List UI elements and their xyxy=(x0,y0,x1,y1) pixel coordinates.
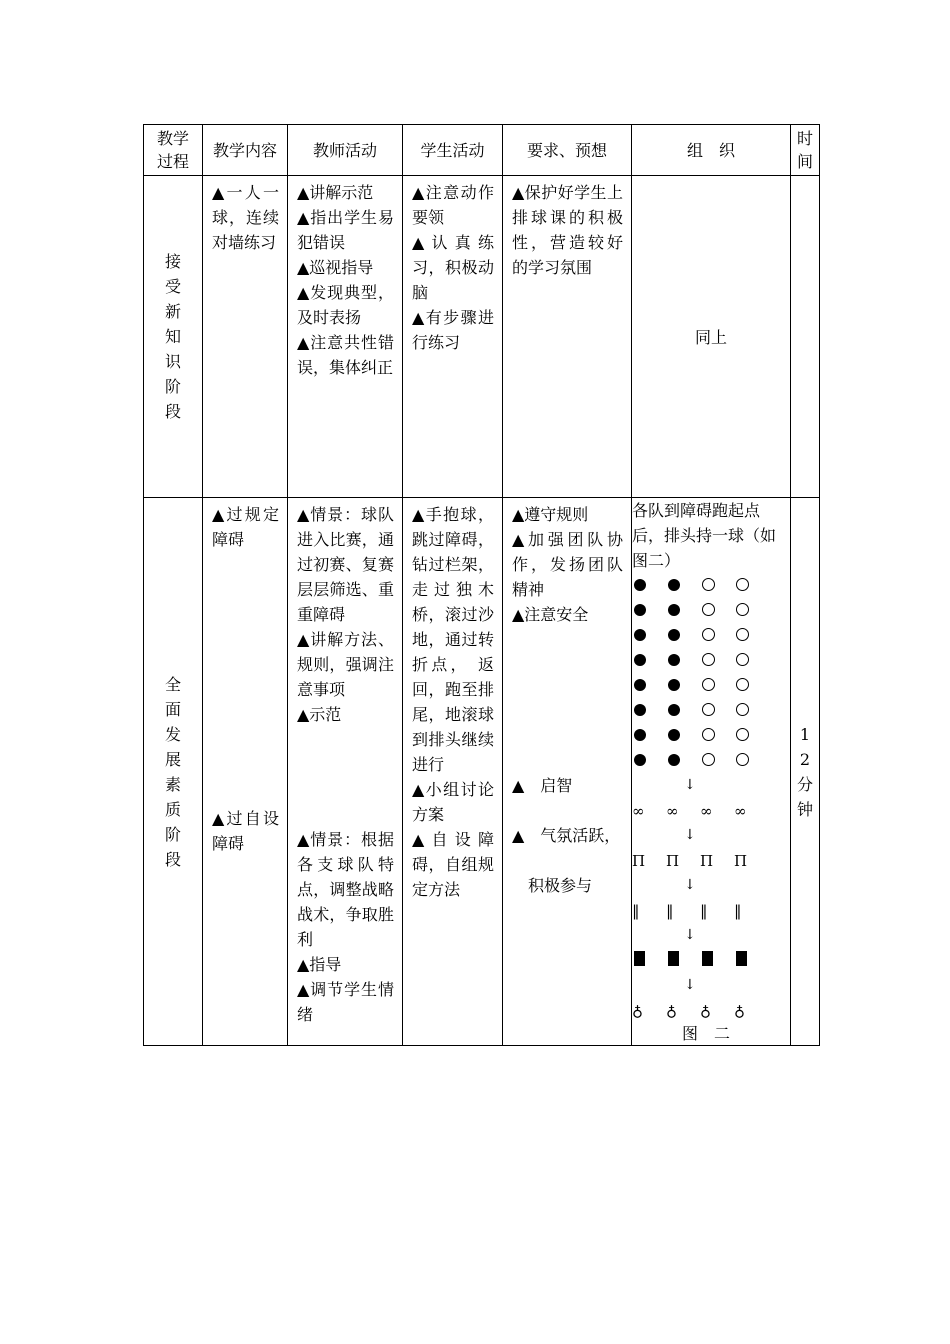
hollow-circle-icon xyxy=(736,578,749,591)
header-time: 时 间 xyxy=(791,125,820,176)
turning-point-icon: ♁ xyxy=(734,1001,745,1020)
hurdle-icon: Π xyxy=(700,851,714,870)
turning-point-icon: ♁ xyxy=(666,1001,677,1020)
header-student: 学生活动 xyxy=(403,125,503,176)
down-arrow-icon: ↓ xyxy=(684,977,696,993)
hollow-circle-icon xyxy=(702,603,715,616)
hollow-circle-icon xyxy=(736,603,749,616)
requirement-b-line2: ▲ 气氛活跃， xyxy=(512,826,621,845)
filled-circle-icon xyxy=(668,679,680,691)
formation-row xyxy=(632,748,790,773)
hollow-circle-icon xyxy=(736,653,749,666)
obstacle-row-sand xyxy=(632,948,790,973)
filled-circle-icon xyxy=(668,654,680,666)
formation-row xyxy=(632,648,790,673)
teacher-activity-cell: ▲讲解示范 ▲指出学生易犯错误 ▲巡视指导 ▲发现典型，及时表扬 ▲注意共性错误，集体纠正 xyxy=(297,183,394,377)
filled-circle-icon xyxy=(634,729,646,741)
requirement-b-line1: ▲ 启智 xyxy=(512,776,573,795)
requirement-a: ▲遵守规则 ▲加强团队协作，发扬团队精神 ▲注意安全 xyxy=(512,505,623,624)
filled-circle-icon xyxy=(634,654,646,666)
formation-row xyxy=(632,598,790,623)
time-cell: 1 2 分 钟 xyxy=(791,498,820,1046)
obstacle-row-beam xyxy=(632,898,790,923)
infinity-icon: ∞ xyxy=(700,801,713,820)
hollow-circle-icon xyxy=(736,728,749,741)
header-organization: 组 织 xyxy=(632,125,791,176)
header-requirement: 要求、预想 xyxy=(503,125,632,176)
turning-point-icon: ♁ xyxy=(700,1001,711,1020)
sand-pit-icon xyxy=(634,951,645,966)
turning-point-row xyxy=(632,998,790,1023)
lesson-plan-table xyxy=(143,124,820,1046)
hollow-circle-icon xyxy=(702,678,715,691)
hollow-circle-icon xyxy=(736,703,749,716)
hurdle-icon: Π xyxy=(632,851,646,870)
filled-circle-icon xyxy=(634,754,646,766)
hollow-circle-icon xyxy=(736,678,749,691)
filled-circle-icon xyxy=(668,579,680,591)
filled-circle-icon xyxy=(634,704,646,716)
requirement-cell: ▲保护好学生上排球课的积极性，营造较好的学习氛围 xyxy=(512,183,623,277)
formation-row xyxy=(632,673,790,698)
content-cell-b: ▲过自设障碍 xyxy=(212,809,279,853)
hollow-circle-icon xyxy=(702,728,715,741)
filled-circle-icon xyxy=(668,704,680,716)
balance-beam-icon: ‖ xyxy=(700,901,708,920)
hollow-circle-icon xyxy=(702,578,715,591)
header-content: 教学内容 xyxy=(203,125,288,176)
teacher-activity-b: ▲情景：根据各支球队特点，调整战略战术，争取胜利 ▲指导 ▲调节学生情绪 xyxy=(297,830,394,1024)
formation-row xyxy=(632,698,790,723)
hollow-circle-icon xyxy=(702,753,715,766)
down-arrow-icon: ↓ xyxy=(684,927,696,943)
hollow-circle-icon xyxy=(702,703,715,716)
filled-circle-icon xyxy=(668,754,680,766)
filled-circle-icon xyxy=(634,579,646,591)
formation-row xyxy=(632,723,790,748)
hollow-circle-icon xyxy=(702,628,715,641)
student-activity-cell: ▲手抱球，跳过障碍，钻过栏架，走过独木桥，滚过沙地，通过转折点， 返回，跑至排尾，地滚球到排头继续进行 ▲小组讨论方案 ▲自设障碍，自组规定方法 xyxy=(412,505,494,899)
filled-circle-icon xyxy=(668,604,680,616)
balance-beam-icon: ‖ xyxy=(734,901,742,920)
hollow-circle-icon xyxy=(736,628,749,641)
organization-text: 各队到障碍跑起点后，排头持一球（如图二） xyxy=(632,501,777,570)
row-development xyxy=(144,498,820,1046)
balance-beam-icon: ‖ xyxy=(666,901,674,920)
filled-circle-icon xyxy=(668,629,680,641)
formation-diagram xyxy=(632,573,790,1045)
infinity-icon: ∞ xyxy=(666,801,679,820)
teacher-activity-a: ▲情景：球队进入比赛，通过初赛、复赛层层筛选、重重障碍 ▲讲解方法、规则，强调注意事项 ▲示范 xyxy=(297,505,394,724)
sand-pit-icon xyxy=(736,951,747,966)
row-new-knowledge xyxy=(144,176,820,498)
filled-circle-icon xyxy=(634,629,646,641)
hurdle-icon: Π xyxy=(734,851,748,870)
down-arrow-icon: ↓ xyxy=(684,777,696,793)
organization-cell xyxy=(632,498,791,1046)
sand-pit-icon xyxy=(668,951,679,966)
down-arrow-icon: ↓ xyxy=(684,877,696,893)
obstacle-row-hurdle xyxy=(632,848,790,873)
figure-caption: 图 二 xyxy=(681,1024,730,1043)
header-process: 教学 过程 xyxy=(144,125,203,176)
hollow-circle-icon xyxy=(702,653,715,666)
infinity-icon: ∞ xyxy=(734,801,747,820)
organization-same-cell: 同上 xyxy=(632,176,791,498)
filled-circle-icon xyxy=(668,729,680,741)
header-row xyxy=(144,125,820,176)
obstacle-row-infinity xyxy=(632,798,790,823)
stage-new-knowledge: 接 受 新 知 识 阶 段 xyxy=(144,176,203,498)
sand-pit-icon xyxy=(702,951,713,966)
infinity-icon: ∞ xyxy=(632,801,645,820)
filled-circle-icon xyxy=(634,604,646,616)
formation-row xyxy=(632,623,790,648)
balance-beam-icon: ‖ xyxy=(632,901,640,920)
header-teacher: 教师活动 xyxy=(288,125,403,176)
stage-development: 全 面 发 展 素 质 阶 段 xyxy=(144,498,203,1046)
hollow-circle-icon xyxy=(736,753,749,766)
content-cell: ▲一人一球，连续对墙练习 xyxy=(212,183,279,252)
filled-circle-icon xyxy=(634,679,646,691)
down-arrow-icon: ↓ xyxy=(684,827,696,843)
requirement-b-line3: 积极参与 xyxy=(512,876,593,895)
student-activity-cell: ▲注意动作要领 ▲认真练习，积极动脑 ▲有步骤进行练习 xyxy=(412,183,494,352)
formation-row xyxy=(632,573,790,598)
hurdle-icon: Π xyxy=(666,851,680,870)
time-cell xyxy=(791,176,820,498)
requirement-b xyxy=(503,748,631,923)
content-cell-a: ▲过规定障碍 xyxy=(212,505,279,549)
turning-point-icon: ♁ xyxy=(632,1001,643,1020)
